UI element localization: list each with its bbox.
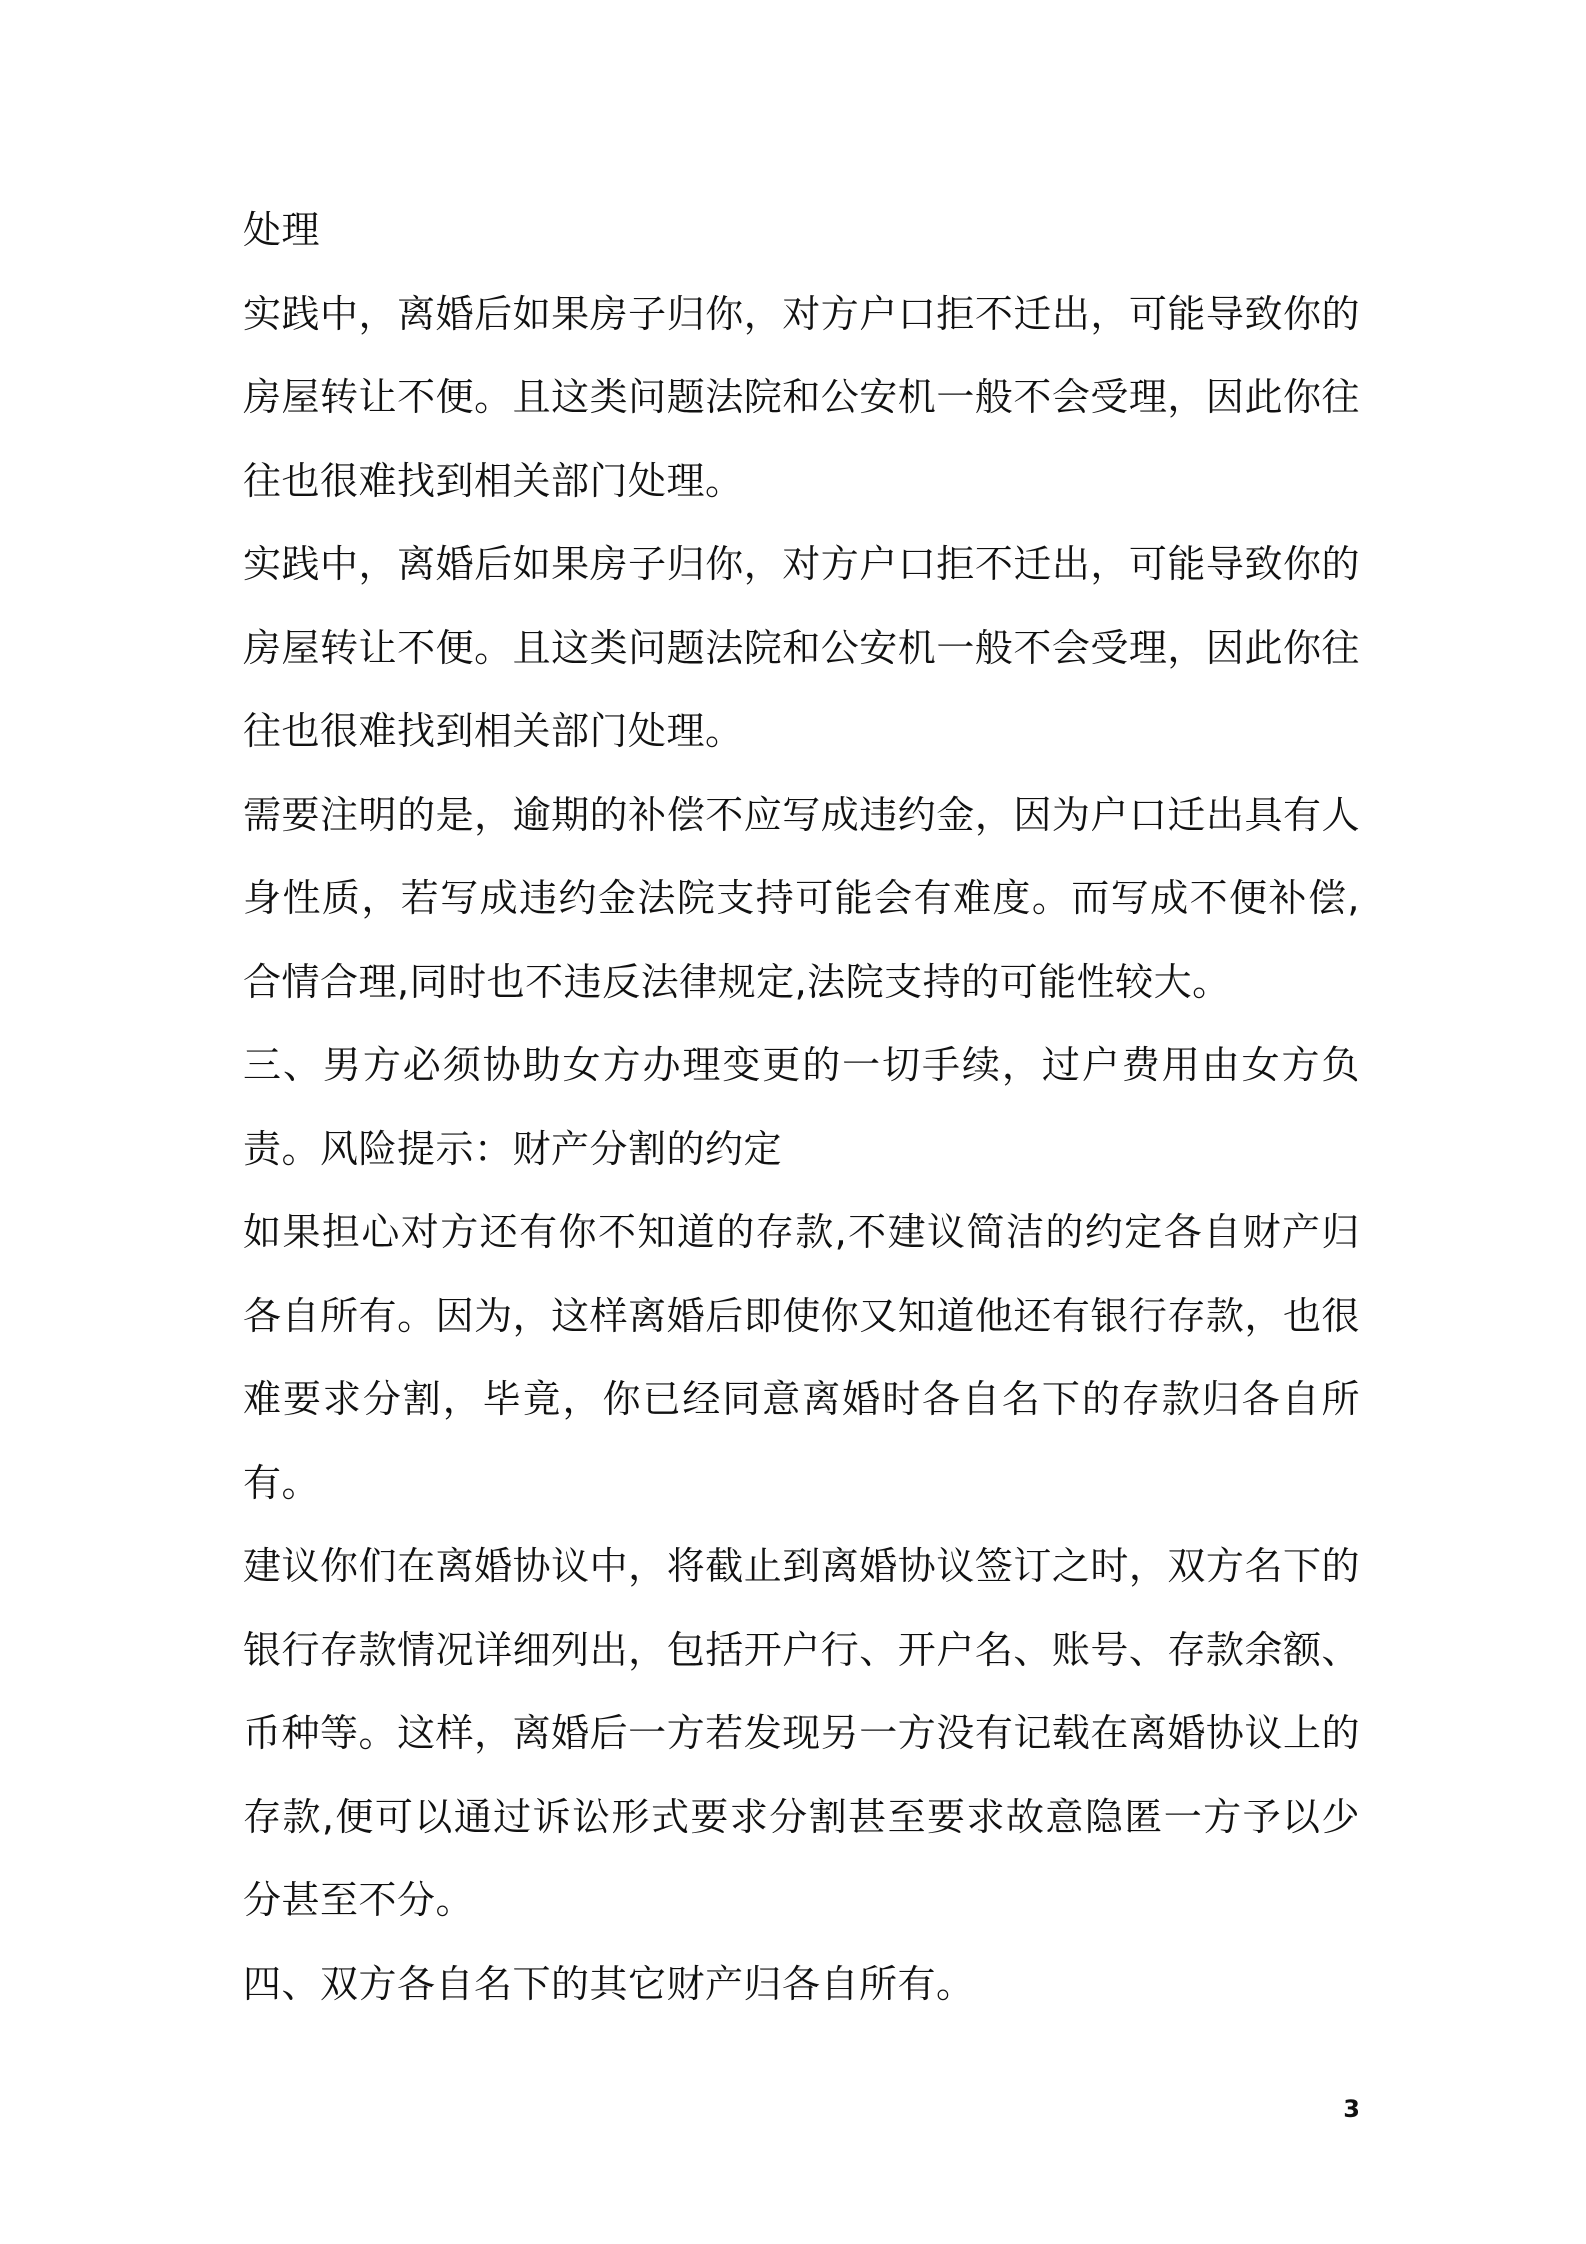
paragraph: 实践中，离婚后如果房子归你，对方户口拒不迁出，可能导致你的房屋转让不便。且这类问题法院和公安机一般不会受理，因此你往往也很难找到相关部门处理。: [243, 542, 1360, 753]
paragraph: 如果担心对方还有你不知道的存款,不建议简洁的约定各自财产归各自所有。因为，这样离婚后即使你又知道他还有银行存款，也很难要求分割，毕竟，你已经同意离婚时各自名下的存款归各自所有。: [243, 1210, 1360, 1505]
paragraph: 需要注明的是，逾期的补偿不应写成违约金，因为户口迁出具有人身性质，若写成违约金法院支持可能会有难度。而写成不便补偿,合情合理,同时也不违反法律规定,法院支持的可能性较大。: [243, 792, 1360, 1004]
paragraph: 建议你们在离婚协议中，将截止到离婚协议签订之时，双方名下的银行存款情况详细列出，包括开户行、开户名、账号、存款余额、币种等。这样，离婚后一方若发现另一方没有记载在离婚协议上的存款,便可以通过诉讼形式要求分割甚至要求故意隐匿一方予以少分甚至不分。: [243, 1544, 1360, 1922]
document-body: [243, 189, 1360, 2026]
page-number: 3: [1343, 2095, 1360, 2123]
paragraph-heading-continuation: 处理: [243, 208, 321, 252]
section-heading-3: 三、男方必须协助女方办理变更的一切手续，过户费用由女方负责。风险提示：财产分割的约定: [243, 1043, 1360, 1171]
paragraph: 实践中，离婚后如果房子归你，对方户口拒不迁出，可能导致你的房屋转让不便。且这类问题法院和公安机一般不会受理，因此你往往也很难找到相关部门处理。: [243, 291, 1360, 503]
section-heading-4: 四、双方各自名下的其它财产归各自所有。: [243, 1961, 975, 2006]
